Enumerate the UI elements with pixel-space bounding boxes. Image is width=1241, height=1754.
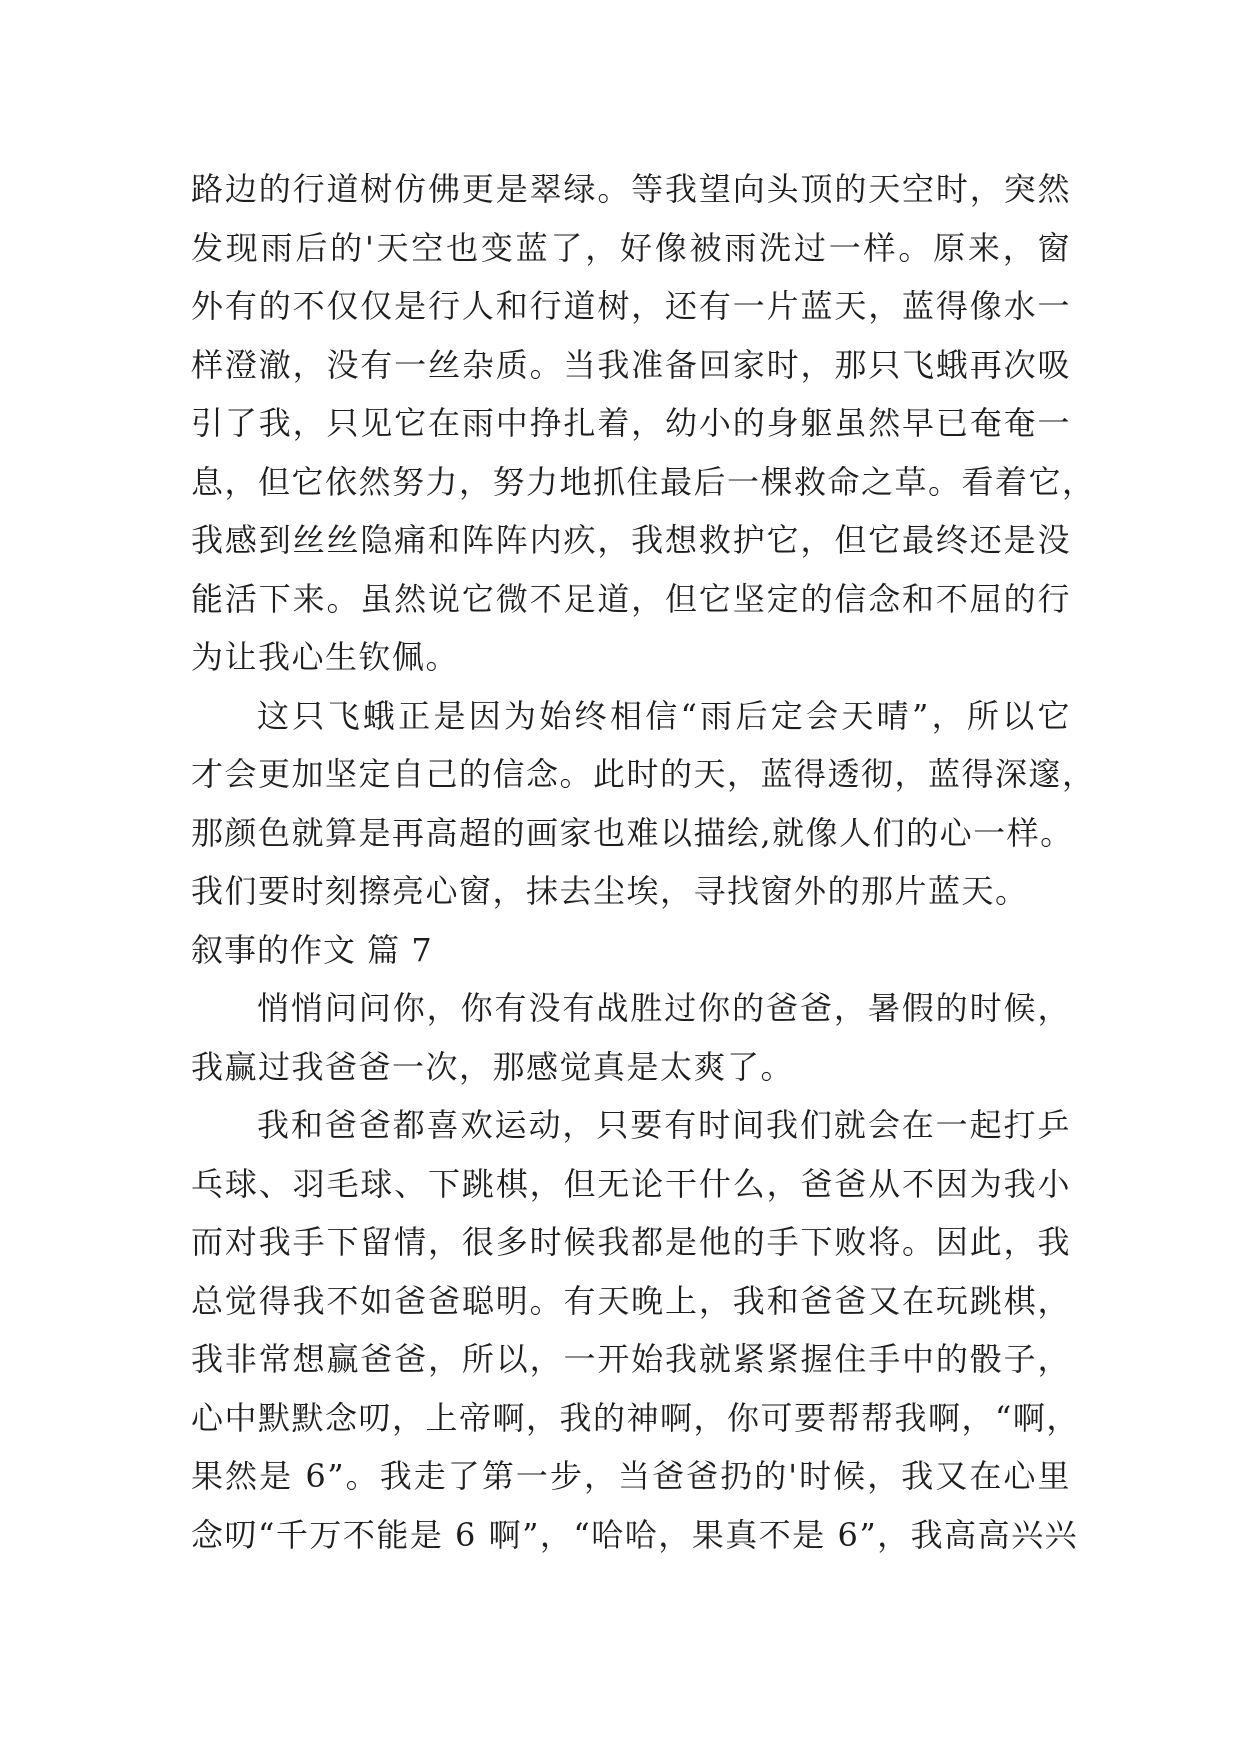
text-line: 样澄澈，没有一丝杂质。当我准备回家时，那只飞蛾再次吸 [191,345,1071,384]
text-line: 乓球、羽毛球、下跳棋，但无论干什么，爸爸从不因为我小 [191,1164,1071,1203]
essay-text [191,160,1096,1564]
text-line: 我非常想赢爸爸，所以，一开始我就紧紧握住手中的骰子， [191,1340,1071,1378]
text-line: 能活下来。虽然说它微不足道，但它坚定的信念和不屈的行 [191,579,1071,618]
text-line: 为让我心生钦佩。 [191,638,460,676]
text-line: 路边的行道树仿佛更是翠绿。等我望向头顶的天空时，突然 [191,170,1071,208]
text-line: 我赢过我爸爸一次，那感觉真是太爽了。 [191,1047,795,1086]
text-line: 才会更加坚定自己的信念。此时的天，蓝得透彻，蓝得深邃， [191,755,1096,793]
text-line: 发现雨后的'天空也变蓝了，好像被雨洗过一样。原来，窗 [191,228,1071,267]
section-heading: 叙事的作文 篇 7 [191,930,433,969]
text-line: 念叨“千万不能是 6 啊”，“哈哈，果真不是 6”，我高高兴兴 [191,1515,1079,1554]
text-line: 果然是 6”。我走了第一步，当爸爸扔的'时候，我又在心里 [191,1457,1071,1495]
text-line: 我和爸爸都喜欢运动，只要有时间我们就会在一起打乒 [257,1106,1071,1144]
text-line: 悄悄问问你，你有没有战胜过你的爸爸，暑假的时候， [257,989,1071,1027]
text-line: 总觉得我不如爸爸聪明。有天晚上，我和爸爸又在玩跳棋， [191,1281,1071,1320]
text-line: 我们要时刻擦亮心窗，抹去尘埃，寻找窗外的那片蓝天。 [191,872,1029,910]
text-line: 息，但它依然努力，努力地抓住最后一棵救命之草。看着它， [191,462,1096,501]
text-line: 外有的不仅仅是行人和行道树，还有一片蓝天，蓝得像水一 [191,287,1071,325]
text-line: 这只飞蛾正是因为始终相信“雨后定会天晴”，所以它 [257,696,1071,735]
text-line: 那颜色就算是再高超的画家也难以描绘,就像人们的心一样。 [191,813,1074,852]
text-line: 引了我，只见它在雨中挣扎着，幼小的身躯虽然早已奄奄一 [191,404,1071,442]
text-line: 而对我手下留情，很多时候我都是他的手下败将。因此，我 [191,1223,1071,1261]
text-line: 我感到丝丝隐痛和阵阵内疚，我想救护它，但它最终还是没 [191,521,1071,559]
text-line: 心中默默念叨，上帝啊，我的神啊，你可要帮帮我啊，“啊， [191,1398,1080,1437]
